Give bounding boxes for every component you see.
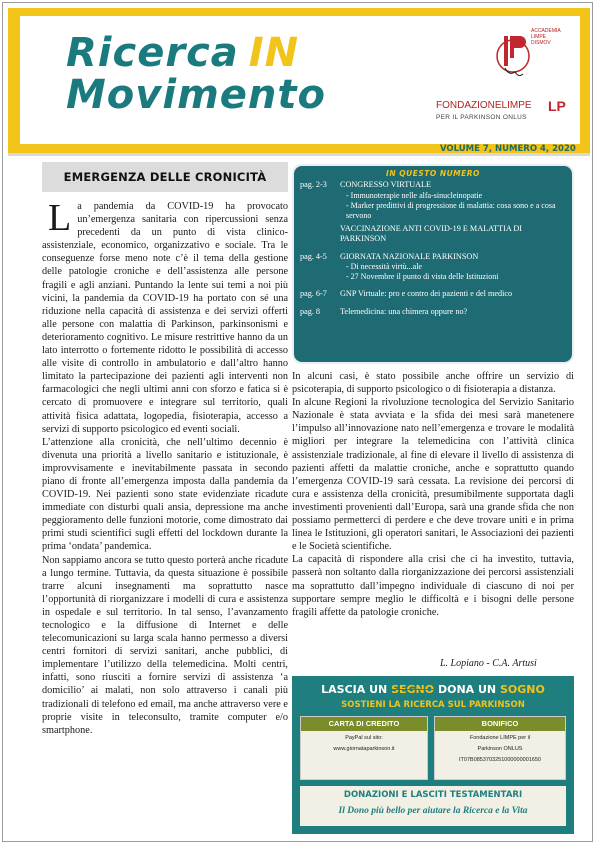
toc-entry (298, 272, 568, 282)
drop-cap: L (48, 197, 72, 239)
academy-logo (495, 28, 561, 84)
article-p5: In alcune Regioni la rivoluzione tecnologica del Servizio Sanitario Nazionale è stata avviata e la sfida dei mesi sarà manetenere l’impulso all’innovazione nato nell’emergenza e trovare le modalità migliori per integrare la telemedicina con l’attività clinica assistenziale tradizionale, al fine di elevare il livello di assistenza di pazienti affetti da malattie croniche, anche e soprattutto quando l’emergenza COVID-19 sarà cessata. La revisione dei percorsi di cura e assistenza della cronicità, presumibilmente supportata dagli investimenti provenienti dall’Europa, sarà una grande sfida che non possiamo permetterci di perdere e che deve trovare uniti e in prima linea le Istituzioni, gli operatori sanitari, le Associazioni dei pazienti e le Società scientifiche. (292, 397, 574, 553)
toc-entry (298, 289, 568, 300)
ad-bank-transfer-box (434, 716, 566, 780)
article-p6: La capacità di rispondere alla crisi che ci ha investito, tuttavia, passerà non soltanto dalla riorganizzazione dei percorsi assistenziali ma soprattutto dall’impegno individuale di ciascuno di noi per supportare sempre meglio le difficoltà e i bisogni delle persone fragili affette da patologie croniche. (292, 554, 574, 618)
article-paragraph (42, 197, 288, 436)
toc-entry (298, 201, 568, 221)
ad-credit-card-url[interactable]: www.giornataparkinson.it (333, 746, 395, 752)
ad-footer (300, 786, 566, 826)
masthead-line1 (66, 30, 299, 76)
toc-entries (298, 180, 568, 317)
ad-headline-part2: DONA UN (437, 683, 497, 696)
toc-entry (298, 307, 568, 318)
toc-entry (298, 180, 568, 191)
academy-logo-text: ACCADEMIA LIMPE DISMOV (531, 28, 561, 46)
ad-headline-struck: SEGNO (391, 683, 435, 696)
article-p1: a pandemia da COVID-19 ha provocato un’emergenza sanitaria con ripercussioni senza precedenti da un punto di vista clinico-assistenziale, economico, organizzativo e sociale. Tra le conseguenze forse meno note c’è il tema della gestione delle patologie croniche e dell’assistenza alle persone fragili e agli anziani. Puntando la lente sui temi a noi più vicini, la pandemia da COVID-19 ha portato con sé una riduzione nella capacità di assistenza e dei servizi offerti alle persone con malattia di Parkinson, parkinsonismi e deterioramento cognitivo. Le misure restrittive hanno da un lato interrotto o fortemente ridotto le possibilità di accesso alle visite di controllo in ambulatorio e dall’altro hanno limitato la partecipazione dei pazienti agli interventi non farmacologici che negli ultimi anni con sforzo e fatica si è cercato di promuovere e integrare sul territorio, quali attività fisica adattata, logopedia, fisioterapia, accesso a servizi di supporto psicologico ed eventi sociali. (42, 201, 288, 435)
article-p4: In alcuni casi, è stato possibile anche offrire un servizio di psicoterapia, di supporto psicologico o di fisioterapia a distanza. (292, 371, 574, 396)
toc-entry-title: Telemedicina: una chimera oppure no? (340, 306, 468, 316)
ad-bank-iban: IT07B0853703251000000001650 (459, 757, 541, 763)
article-body-right (292, 370, 574, 619)
toc-entry-title: GNP Virtuale: pro e contro dei pazienti e del medico (340, 289, 513, 298)
toc-subentry: - Immunoterapie nelle alfa-sinucleinopatie (346, 190, 483, 200)
masthead-in: IN (248, 30, 300, 76)
toc-entry (298, 252, 568, 263)
ad-credit-card-box (300, 716, 428, 780)
article-left-column (42, 162, 288, 737)
toc-page-number: pag. 6-7 (300, 289, 327, 298)
ad-credit-card-heading: CARTA DI CREDITO (301, 717, 427, 731)
article-signature: L. Lopiano - C.A. Artusi (440, 658, 537, 669)
toc-page-number: pag. 8 (300, 306, 321, 316)
ad-headline-part3: SOGNO (499, 683, 545, 696)
masthead-movimento: Movimento (66, 72, 326, 118)
toc-entry (298, 262, 568, 272)
article-p2: L’attenzione alla cronicità, che nell’ultimo decennio è divenuta una priorità a livello sanitario e istituzionale, è improvvisamente e inevitabilmente passata in secondo piano di fronte all’emergenza imposta dalla pandemia da COVID-19. Nei pazienti sono state evidenziate ricadute immediate con disturbi quali ansia, depressione ma anche peggioramento delle funzioni motorie, come dimostrato dai primi studi scientifici sugli effetti del lockdown durante la prima ‘ondata’ pandemica. (42, 436, 288, 553)
toc-subentry: - Di necessità virtù...ale (346, 262, 422, 271)
ad-bank-line1: Fondazione LIMPE per il (469, 735, 531, 741)
toc-entry (298, 224, 568, 245)
toc-heading: IN QUESTO NUMERO (386, 169, 480, 178)
issue-volume: VOLUME 7, NUMERO 4, 2020 (440, 144, 576, 154)
toc-entry-title: VACCINAZIONE ANTI COVID-19 E MALATTIA DI PARKINSON (340, 223, 522, 243)
toc-subentry: - 27 Novembre il punto di vista delle Istituzioni (346, 272, 499, 281)
article-title: EMERGENZA DELLE CRONICITÀ (42, 162, 288, 192)
article-body-left (42, 197, 288, 737)
foundation-name: FONDAZIONELIMPE (436, 100, 532, 111)
ad-bank-heading: BONIFICO (435, 717, 565, 731)
toc-page-number: pag. 2-3 (300, 180, 327, 189)
toc-entry-title: GIORNATA NAZIONALE PARKINSON (340, 251, 479, 261)
foundation-subtitle: PER IL PARKINSON ONLUS (436, 114, 527, 121)
toc-entry (298, 191, 568, 201)
article-p3: Non sappiamo ancora se tutto questo porterà anche ricadute a lungo termine. Tuttavia, da questa situazione è possibile trarre alcuni insegnamenti ma soprattutto nasce l’opportunità di riorganizzare i modelli di cura e assistenza in ospedale e sul territorio. In tal senso, l’avanzamento tecnologico e la diffusione di Internet e delle telecomunicazioni su larga scala hanno permesso a diversi centri fornitori di servizi sanitari, anche pubblici, di implementare l’utilizzo della telemedicina. Molti centri, infatti, sono riusciti a fornire servizi di assistenza ‘a domicilio’ ai malati, non solo attraverso i canali più tradizionali di telefono ed email, ma anche attraverso vere e proprie visite in teleconsulto, tramite computer e/o smartphone. (42, 554, 288, 736)
ad-headline (292, 683, 574, 696)
ad-headline-part1: LASCIA UN (321, 683, 388, 696)
toc-entry-title: CONGRESSO VIRTUALE (340, 180, 432, 189)
ad-credit-card-line1: PayPal sul sito: (345, 735, 383, 741)
masthead-ricerca: Ricerca (66, 30, 239, 76)
foundation-mark: LP (548, 98, 566, 114)
ad-footer-title: DONAZIONI E LASCITI TESTAMENTARI (343, 790, 523, 800)
ad-footer-slogan: Il Dono più bello per aiutare la Ricerca e la Vita (338, 806, 528, 816)
foundation-logo (436, 94, 566, 124)
ad-subheadline: SOSTIENI LA RICERCA SUL PARKINSON (341, 700, 525, 710)
ad-bank-line2: Parkinson ONLUS (477, 746, 523, 752)
donation-ad[interactable] (292, 676, 574, 834)
table-of-contents (292, 164, 574, 364)
toc-subentry: - Marker predittivi di progressione di malattia: cosa sono e a cosa servono (346, 200, 556, 220)
academy-logo-icon (495, 28, 531, 84)
toc-page-number: pag. 4-5 (300, 251, 327, 261)
